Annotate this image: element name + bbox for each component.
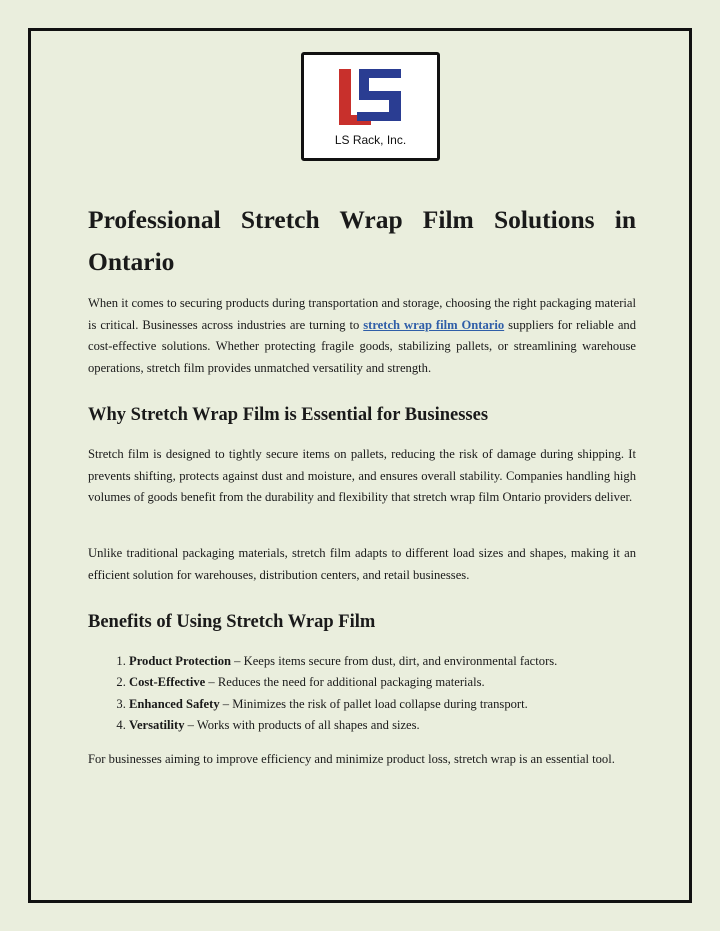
benefit-desc: – Keeps items secure from dust, dirt, and environmental factors. (231, 654, 558, 668)
benefit-term: Cost-Effective (129, 675, 206, 690)
document-page (28, 28, 692, 903)
benefit-desc: – Reduces the need for additional packaging materials. (205, 675, 485, 690)
company-logo (301, 52, 440, 161)
closing-paragraph: For businesses aiming to improve efficiency and minimize product loss, stretch wrap is an essential tool. (88, 752, 615, 766)
ls-logo-mark-icon (337, 67, 405, 127)
section-heading-why: Why Stretch Wrap Film is Essential for Businesses (88, 405, 489, 425)
why-paragraph-1: Stretch film is designed to tightly secure items on pallets, reducing the risk of damage during shipping. It prevents shifting, protects against dust and moisture, and ensures overall stability. Companies handling high volumes of goods benefit from the durability and flexibility that stretch wrap film Ontario providers deliver. (88, 447, 636, 504)
benefit-term: Enhanced Safety (129, 696, 220, 711)
stretch-wrap-link[interactable]: stretch wrap film Ontario (363, 317, 505, 332)
benefit-desc: – Minimizes the risk of pallet load collapse during transport. (219, 696, 528, 711)
list-item (129, 715, 636, 736)
list-item (129, 651, 636, 672)
benefit-desc: – Works with products of all shapes and sizes. (184, 717, 420, 732)
page-title: Professional Stretch Wrap Film Solutions in Ontario (88, 205, 636, 276)
benefits-list (88, 651, 636, 736)
section-heading-benefits: Benefits of Using Stretch Wrap Film (88, 612, 376, 632)
benefit-term: Product Protection (129, 654, 232, 668)
list-item (129, 672, 636, 693)
why-paragraph-2: Unlike traditional packaging materials, stretch film adapts to different load sizes and shapes, making it an efficient solution for warehouses, distribution centers, and retail businesses. (88, 546, 636, 582)
benefit-term: Versatility (129, 717, 185, 732)
intro-text-before: When it comes to securing products during transportation and storage, choosing the right packaging material is critical. Businesses across industries are turning to (88, 296, 636, 332)
intro-text-after: suppliers for reliable and cost-effective solutions. Whether protecting fragile goods, stabilizing pallets, or streamlining warehouse operations, stretch film provides unmatched versatility and strength. (88, 317, 637, 375)
intro-paragraph (88, 293, 636, 379)
list-item (129, 694, 636, 715)
logo-caption: LS Rack, Inc. (334, 133, 407, 147)
